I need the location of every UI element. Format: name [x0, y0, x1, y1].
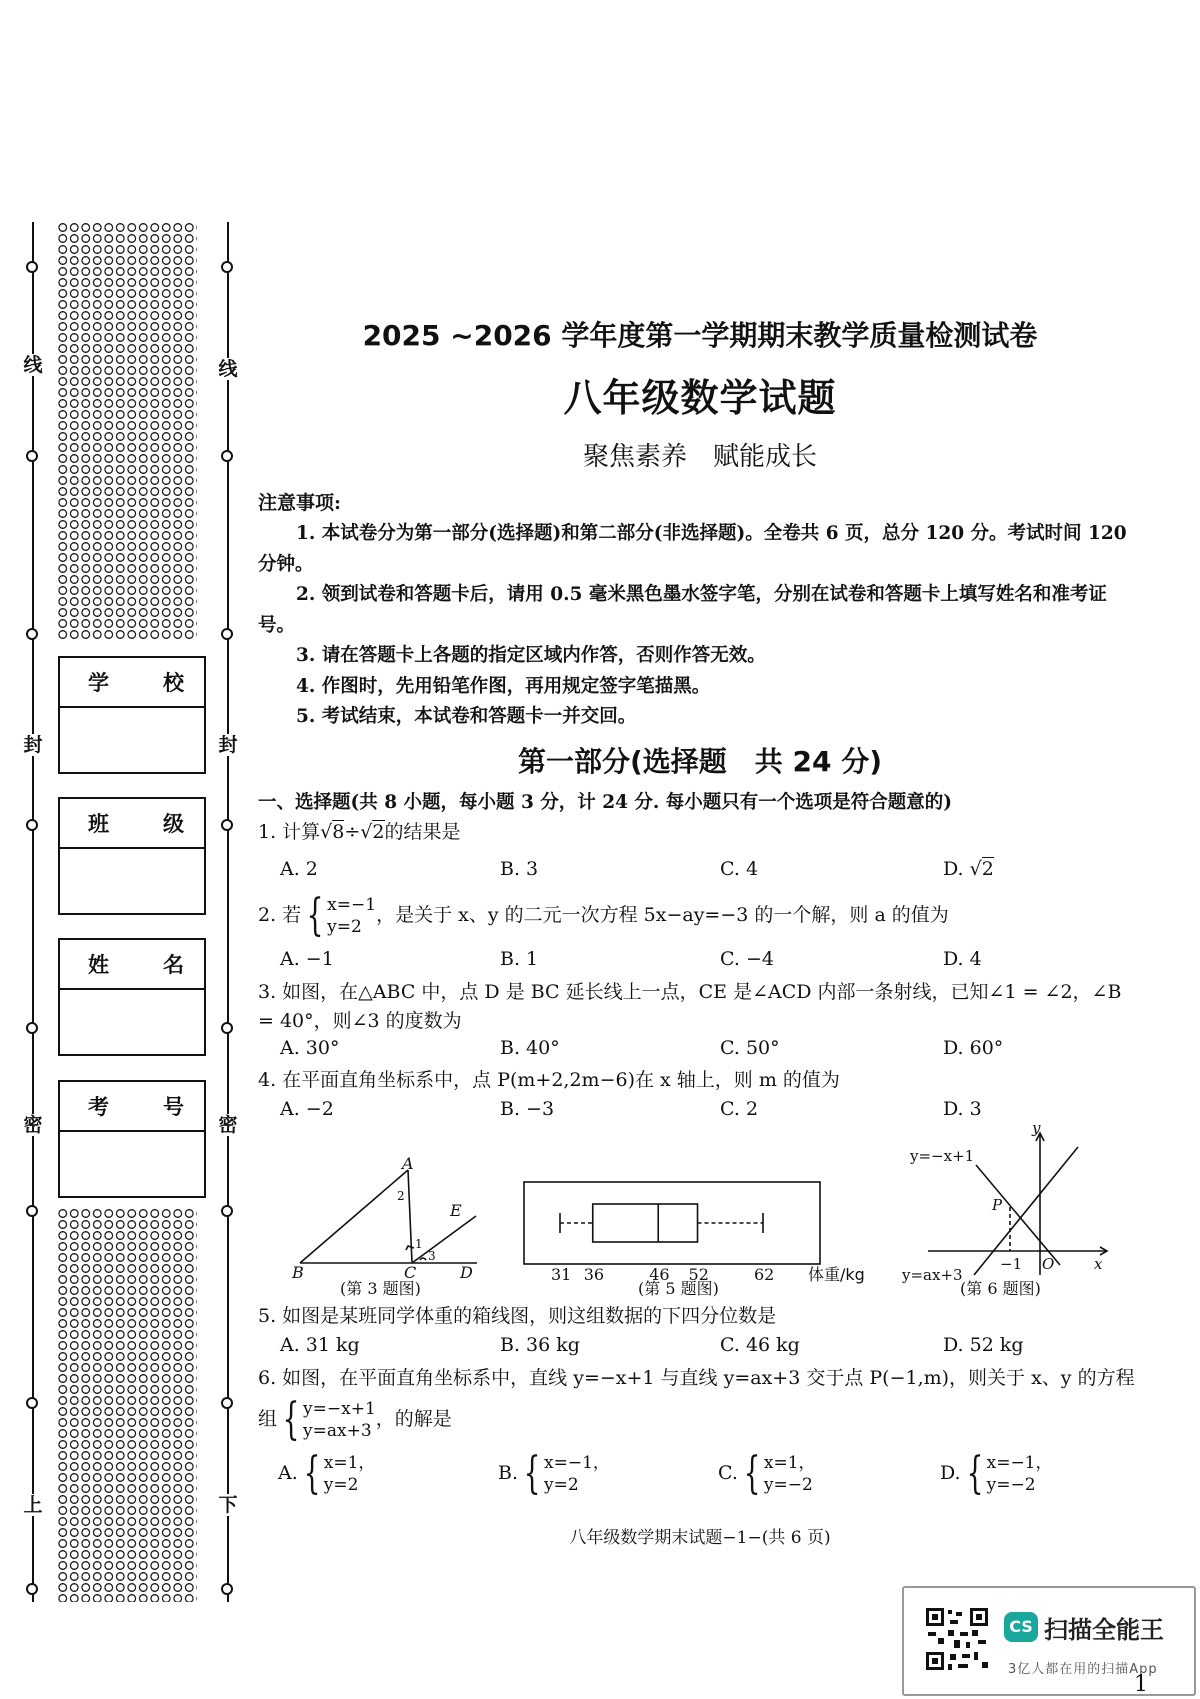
dot-pattern-top [57, 222, 197, 640]
subject-title: 八年级数学试题 [563, 376, 837, 420]
slogan: 聚焦素养 赋能成长 [582, 442, 817, 472]
field-exam-number[interactable] [58, 1080, 206, 1198]
q6-option-a: A. { x=1， y=2 [278, 1448, 376, 1499]
binding-ring [26, 628, 38, 640]
q5-option-c: C. 46 kg [720, 1334, 800, 1356]
field-exam-number-label: 考 号 [60, 1082, 204, 1132]
note-item: 4. 作图时，先用铅笔作图，再用规定签字笔描黑。 [296, 675, 711, 697]
binding-ring [221, 1583, 233, 1595]
binding-mark-line: 线 [218, 358, 238, 380]
binding-ring [26, 819, 38, 831]
section-heading: 一、选择题(共 8 小题，每小题 3 分，计 24 分. 每小题只有一个选项是符合题意的) [258, 792, 953, 813]
field-school[interactable] [58, 656, 206, 774]
fig3-label-a: A [402, 1154, 414, 1173]
binding-ring [26, 450, 38, 462]
binding-ring [221, 261, 233, 273]
fig6-line1-label: y=−x+1 [910, 1147, 975, 1165]
part1-title: 第一部分(选择题 共 24 分) [517, 745, 883, 778]
q2-option-d: D. 4 [943, 948, 982, 970]
dot-pattern-bottom [57, 1208, 197, 1602]
figure-3-triangle [280, 1154, 490, 1282]
binding-mark-seal: 封 [218, 734, 238, 756]
q1-option-c: C. 4 [720, 858, 759, 880]
binding-ring [221, 1205, 233, 1217]
fig3-label-d: D [460, 1263, 473, 1282]
q1-option-b: B. 3 [500, 858, 539, 880]
binding-ring [26, 1022, 38, 1034]
note-item: 3. 请在答题卡上各题的指定区域内作答，否则作答无效。 [296, 645, 766, 666]
q3-option-c: C. 50° [720, 1037, 780, 1059]
page-number: 1 [1134, 1672, 1148, 1697]
note-item: 1. 本试卷分为第一部分(选择题)和第二部分(非选择题)。全卷共 6 页，总分 120 分。考试时间 120 分钟。 [258, 523, 1127, 575]
boxplot-box [593, 1204, 698, 1242]
q5-option-a: A. 31 kg [280, 1334, 360, 1356]
binding-mark-down: 下 [218, 1494, 238, 1516]
binding-mark-line: 线 [23, 354, 43, 376]
field-class[interactable] [58, 797, 206, 915]
binding-line-left [32, 222, 34, 1602]
figure-6-graph [902, 1119, 1110, 1284]
figure-5-caption: (第 5 题图) [638, 1279, 719, 1298]
question-4: 4. 在平面直角坐标系中，点 P(m+2,2m−6)在 x 轴上，则 m 的值为 [258, 1069, 840, 1091]
watermark-tagline: 3亿人都在用的扫描App [1008, 1662, 1158, 1677]
binding-ring [221, 1397, 233, 1409]
camscanner-logo-icon: CS [1004, 1612, 1038, 1642]
binding-ring [221, 628, 233, 640]
fig6-line2-label: y=ax+3 [902, 1266, 963, 1284]
binding-ring [221, 1022, 233, 1034]
q3-option-d: D. 60° [943, 1037, 1004, 1059]
notes-list [258, 519, 1143, 733]
question-6-cont: 组 { y=−x+1 y=ax+3 ，的解是 [258, 1394, 452, 1445]
fig6-point-p: P [992, 1196, 1003, 1214]
fig3-angle-1: 1 [415, 1237, 423, 1251]
q1-option-a: A. 2 [280, 858, 318, 880]
field-class-label: 班 级 [60, 799, 204, 849]
fig6-y-label: y [1032, 1119, 1041, 1137]
fig6-origin-label: O [1042, 1255, 1055, 1273]
binding-ring [221, 819, 233, 831]
q4-option-a: A. −2 [280, 1098, 334, 1120]
binding-mark-secret: 密 [23, 1114, 43, 1136]
qr-code-icon [924, 1606, 990, 1672]
q6-option-c: C. { x=1， y=−2 [718, 1448, 816, 1499]
binding-ring [26, 1583, 38, 1595]
figure-3-caption: (第 3 题图) [340, 1279, 421, 1298]
question-5: 5. 如图是某班同学体重的箱线图，则这组数据的下四分位数是 [258, 1305, 777, 1327]
boxplot-tick-label: 62 [754, 1265, 775, 1284]
q3-option-a: A. 30° [280, 1037, 340, 1059]
q5-option-b: B. 36 kg [500, 1334, 580, 1356]
q4-option-d: D. 3 [943, 1098, 982, 1120]
binding-ring [26, 261, 38, 273]
binding-mark-secret: 密 [218, 1114, 238, 1136]
binding-ring [26, 1397, 38, 1409]
scanner-watermark [902, 1586, 1196, 1696]
q2-option-a: A. −1 [280, 948, 334, 970]
watermark-brand: 扫描全能王 [1044, 1616, 1164, 1644]
q6-option-d: D. { x=−1， y=−2 [940, 1448, 1053, 1499]
field-name-label: 姓 名 [60, 940, 204, 990]
boxplot-tick-label: 52 [688, 1265, 709, 1284]
figure-6-caption: (第 6 题图) [960, 1279, 1041, 1298]
fig3-angle-3: 3 [428, 1249, 436, 1263]
binding-ring [221, 450, 233, 462]
fig6-tick-neg1: −1 [1000, 1255, 1023, 1273]
field-school-label: 学 校 [60, 658, 204, 708]
q2-option-c: C. −4 [720, 948, 774, 970]
binding-line-right [227, 222, 229, 1602]
figure-5-boxplot [520, 1180, 880, 1284]
fig3-label-e: E [450, 1201, 462, 1220]
binding-ring [26, 1205, 38, 1217]
page-footer: 八年级数学期末试题−1−(共 6 页) [569, 1528, 831, 1548]
notes-heading: 注意事项: [258, 492, 342, 514]
q5-option-d: D. 52 kg [943, 1334, 1024, 1356]
q1-option-d: D. √2 [943, 858, 994, 880]
q3-option-b: B. 40° [500, 1037, 560, 1059]
q2-option-b: B. 1 [500, 948, 539, 970]
boxplot-tick-label: 36 [583, 1265, 605, 1284]
note-item: 2. 领到试卷和答题卡后，请用 0.5 毫米黑色墨水签字笔，分别在试卷和答题卡上填写姓名和准考证号。 [258, 584, 1107, 636]
boxplot-tick-label: 31 [551, 1265, 572, 1284]
fig3-label-b: B [292, 1263, 304, 1282]
exam-title: 2025 ~2026 学年度第一学期期末教学质量检测试卷 [362, 319, 1038, 352]
q6-option-b: B. { x=−1， y=2 [498, 1448, 610, 1499]
note-item: 5. 考试结束，本试卷和答题卡一并交回。 [296, 706, 637, 727]
field-name[interactable] [58, 938, 206, 1056]
fig3-label-c: C [404, 1263, 417, 1282]
boxplot-tick-label: 46 [649, 1265, 670, 1284]
q4-option-c: C. 2 [720, 1098, 759, 1120]
fig6-x-label: x [1094, 1255, 1103, 1273]
fig3-angle-2: 2 [397, 1189, 405, 1203]
binding-mark-up: 上 [23, 1494, 43, 1516]
question-1: 1. 计算√8÷√2的结果是 [258, 821, 461, 843]
question-6: 6. 如图，在平面直角坐标系中，直线 y=−x+1 与直线 y=ax+3 交于点 P(−1,m)，则关于 x、y 的方程 [258, 1367, 1135, 1389]
question-2: 2. 若 { x=−1 y=2 ，是关于 x、y 的二元一次方程 5x−ay=−3 的一个解，则 a 的值为 [258, 890, 949, 941]
q4-option-b: B. −3 [500, 1098, 555, 1120]
boxplot-unit-label: 体重/kg [808, 1265, 865, 1284]
binding-mark-seal: 封 [23, 734, 43, 756]
question-3: 3. 如图，在△ABC 中，点 D 是 BC 延长线上一点，CE 是∠ACD 内部一条射线，已知∠1 = ∠2，∠B = 40°，则∠3 的度数为 [258, 981, 1122, 1032]
